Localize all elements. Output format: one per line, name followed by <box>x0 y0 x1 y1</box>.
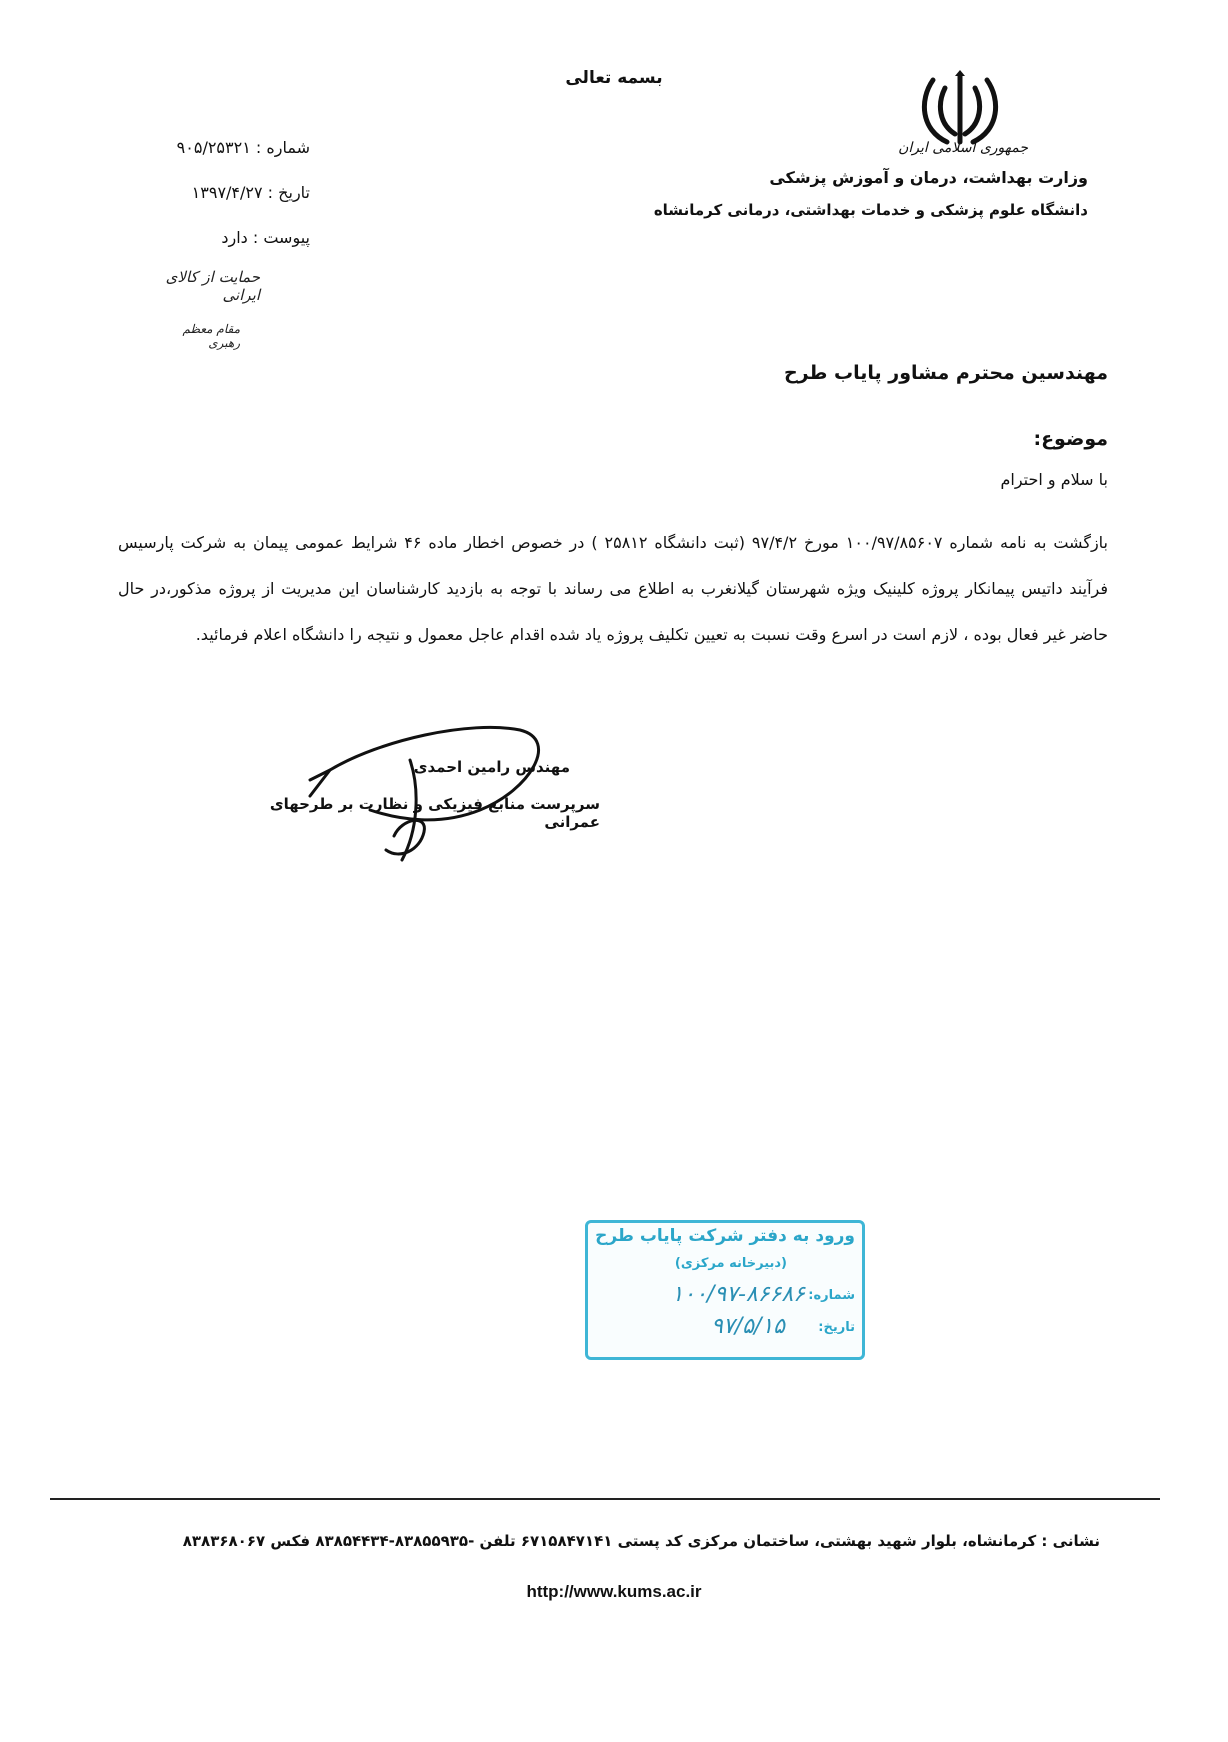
letter-attachment: پیوست : دارد <box>221 228 310 247</box>
handwritten-note-line1: حمایت از کالای ایرانی <box>165 268 260 304</box>
signatory-title: سرپرست منابع فیزیکی و نظارت بر طرحهای عمرانی <box>269 795 600 831</box>
handwritten-note <box>150 268 260 350</box>
bismillah-heading: بسمه تعالی <box>565 68 663 88</box>
handwritten-note-line2: مقام معظم رهبری <box>182 322 240 350</box>
republic-name: جمهوری اسلامی ایران <box>898 140 1028 156</box>
iran-emblem-icon <box>915 70 1005 150</box>
subject-label: موضوع: <box>1033 428 1108 450</box>
stamp-title: ورود به دفتر شرکت پایاب طرح <box>595 1226 855 1246</box>
letter-body <box>118 520 1108 658</box>
university-name: دانشگاه علوم پزشکی و خدمات بهداشتی، درمانی کرمانشاه <box>653 201 1088 219</box>
signatory-name: مهندس رامین احمدی <box>413 758 570 776</box>
ministry-header <box>654 140 1088 219</box>
greeting: با سلام و احترام <box>1000 470 1108 489</box>
stamp-subtitle: (دبیرخانه مرکزی) <box>674 1256 787 1271</box>
footer-address: نشانی : کرمانشاه، بلوار شهید بهشتی، ساختمان مرکزی کد پستی ۶۷۱۵۸۴۷۱۴۱ تلفن -۸۳۸۵۵۹۳۵-۸۳۸۵۴۴۳۴ فکس ۸۳۸۳۶۸۰۶۷ <box>182 1532 1100 1550</box>
letter-meta <box>150 138 310 273</box>
receipt-stamp <box>585 1220 865 1360</box>
footer-website: http://www.kums.ac.ir <box>526 1582 702 1601</box>
handwritten-signature <box>290 700 570 870</box>
footer-divider <box>50 1498 1160 1500</box>
stamp-number-value: ۱۰۰/۹۷-۸۶۶۸۶ <box>671 1282 805 1307</box>
stamp-date-label: تاریخ: <box>818 1320 855 1335</box>
ministry-name: وزارت بهداشت، درمان و آموزش پزشکی <box>769 168 1088 187</box>
stamp-date-value: ۹۷/۵/۱۵ <box>711 1314 785 1339</box>
letter-number: شماره : ۹۰۵/۲۵۳۲۱ <box>176 138 310 157</box>
letter-body-text: بازگشت به نامه شماره ۱۰۰/۹۷/۸۵۶۰۷ مورخ ۹۷/۴/۲ (ثبت دانشگاه ۲۵۸۱۲ ) در خصوص اخطار ماده ۴۶ شرایط عمومی پیمان به شرکت پارسیس فرآیند داتیس پیمانکار پروژه کلینیک ویژه شهرستان گیلانغرب به اطلاع می رساند با توجه به بازدید کارشناسان این مدیریت از پروژه مذکور،در حال حاضر غیر فعال بوده ، لازم است در اسرع وقت نسبت به تعیین تکلیف پروژه یاد شده اقدام عاجل معمول و نتیجه را دانشگاه اعلام فرمائید. <box>118 533 1109 644</box>
stamp-number-label: شماره: <box>808 1288 855 1303</box>
addressee: مهندسین محترم مشاور پایاب طرح <box>783 362 1108 384</box>
letter-date: تاریخ : ۱۳۹۷/۴/۲۷ <box>191 183 310 202</box>
